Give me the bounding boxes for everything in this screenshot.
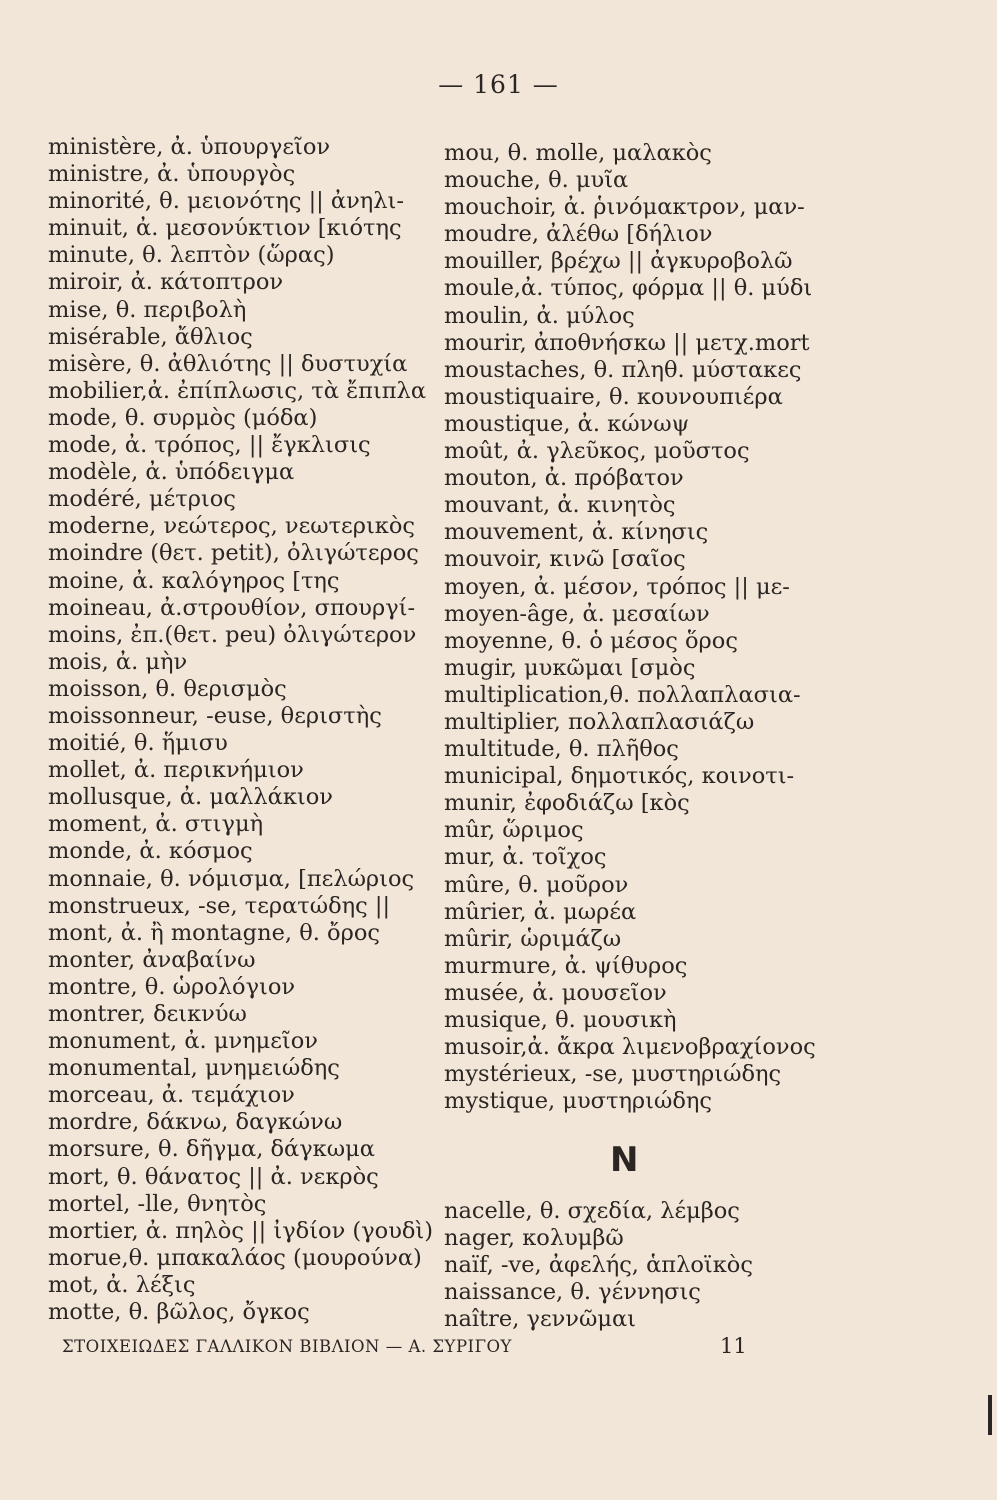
right-column-n-section	[444, 1198, 834, 1333]
dictionary-entry: moût, ἀ. γλεῦκος, μοῦστος	[444, 438, 750, 465]
dictionary-entry: mouvoir, κινῶ [σαῖος	[444, 546, 686, 573]
dictionary-entry: mot, ἀ. λέξις	[48, 1271, 196, 1298]
dictionary-entry: multitude, θ. πλῆθος	[444, 736, 679, 763]
dictionary-entry: mise, θ. περιβολὴ	[48, 296, 247, 323]
dictionary-entry: multiplication,θ. πολλαπλασια-	[444, 681, 801, 708]
footer-signature: ΣΤΟΙΧΕΙΩΔΕΣ ΓΑΛΛΙΚΟΝ ΒΙΒΛΙΟΝ — Α. ΣΥΡΙΓΟΥ	[62, 1337, 512, 1356]
dictionary-entry: mouton, ἀ. πρόβατον	[444, 465, 684, 492]
dictionary-entry: mourir, ἀποθνήσκω || μετχ.mort	[444, 329, 810, 356]
sheet-number: 11	[720, 1334, 747, 1358]
dictionary-entry: mortel, -lle, θνητὸς	[48, 1190, 267, 1217]
dictionary-entry: mou, θ. molle, μαλακὸς	[444, 140, 712, 166]
dictionary-entry: mordre, δάκνω, δαγκώνω	[48, 1109, 343, 1136]
dictionary-entry: montrer, δεικνύω	[48, 1001, 247, 1027]
dictionary-entry: miroir, ἀ. κάτοπτρον	[48, 269, 284, 296]
dictionary-entry: minuit, ἀ. μεσονύκτιον [κιότης	[48, 215, 402, 242]
dictionary-entry: naïf, -ve, ἀφελής, ἁπλοϊκὸς	[444, 1252, 753, 1279]
dictionary-entry: minorité, θ. μειονότης || ἀνηλι-	[48, 188, 404, 215]
dictionary-entry: monnaie, θ. νόμισμα, [πελώριος	[48, 865, 415, 892]
dictionary-entry: musée, ἀ. μουσεῖον	[444, 979, 667, 1006]
dictionary-entry: monde, ἀ. κόσμος	[48, 838, 253, 865]
dictionary-entry: minute, θ. λεπτὸν (ὥρας)	[48, 242, 335, 269]
dictionary-entry: mûr, ὥριμος	[444, 817, 584, 844]
dictionary-entry: moine, ἀ. καλόγηρος [της	[48, 567, 340, 594]
dictionary-entry: mollet, ἀ. περικνήμιον	[48, 757, 304, 784]
dictionary-entry: ministère, ἀ. ὑπουργεῖον	[48, 134, 331, 160]
dictionary-entry: moindre (θετ. petit), ὀλιγώτερος	[48, 540, 419, 567]
dictionary-entry: morsure, θ. δῆγμα, δάγκωμα	[48, 1136, 375, 1163]
section-letter: N	[610, 1140, 639, 1180]
dictionary-entry: nager, κολυμβῶ	[444, 1225, 624, 1252]
dictionary-entry: moustiquaire, θ. κουνουπιέρα	[444, 383, 783, 410]
dictionary-entry: mouvement, ἀ. κίνησις	[444, 519, 709, 546]
dictionary-entry: moudre, ἀλέθω [δήλιον	[444, 221, 713, 248]
dictionary-entry: mortier, ἀ. πηλὸς || ἰγδίον (γουδὶ)	[48, 1217, 434, 1244]
dictionary-entry: moitié, θ. ἥμισυ	[48, 730, 228, 757]
dictionary-entry: mont, ἀ. ἢ montagne, θ. ὄρος	[48, 919, 380, 946]
dictionary-entry: modèle, ἀ. ὑπόδειγμα	[48, 459, 295, 486]
dictionary-entry: musoir,ἀ. ἄκρα λιμενοβραχίονος	[444, 1034, 816, 1061]
dictionary-entry: mouchoir, ἀ. ῥινόμακτρον, μαν-	[444, 194, 805, 221]
dictionary-entry: monumental, μνημειώδης	[48, 1055, 340, 1082]
dictionary-entry: morceau, ἀ. τεμάχιον	[48, 1082, 295, 1109]
page-edge-mark	[988, 1395, 992, 1435]
dictionary-entry: moyen, ἀ. μέσον, τρόπος || με-	[444, 573, 790, 600]
dictionary-entry: moyenne, θ. ὁ μέσος ὅρος	[444, 627, 738, 654]
dictionary-entry: moustaches, θ. πληθ. μύστακες	[444, 356, 802, 383]
dictionary-entry: murmure, ἀ. ψίθυρος	[444, 952, 688, 979]
dictionary-entry: multiplier, πολλαπλασιάζω	[444, 708, 755, 735]
dictionary-entry: modéré, μέτριος	[48, 486, 236, 513]
dictionary-entry: moustique, ἀ. κώνωψ	[444, 410, 690, 437]
dictionary-entry: mûrier, ἀ. μωρέα	[444, 898, 637, 925]
dictionary-entry: mobilier,ἀ. ἐπίπλωσις, τὰ ἔπιπλα	[48, 377, 427, 404]
page-number: — 161 —	[438, 70, 559, 99]
dictionary-entry: misérable, ἄθλιος	[48, 323, 253, 350]
dictionary-entry: musique, θ. μουσικὴ	[444, 1007, 677, 1033]
dictionary-entry: moule,ἀ. τύπος, φόρμα || θ. μύδι	[444, 275, 813, 302]
dictionary-entry: monstrueux, -se, τερατώδης ||	[48, 892, 391, 919]
dictionary-entry: mouiller, βρέχω || ἀγκυροβολῶ	[444, 248, 793, 275]
dictionary-entry: munir, ἐφοδιάζω [κὸς	[444, 790, 690, 817]
dictionary-entry: mort, θ. θάνατος || ἀ. νεκρὸς	[48, 1163, 379, 1190]
dictionary-entry: misère, θ. ἀθλιότης || δυστυχία	[48, 350, 408, 377]
dictionary-entry: naissance, θ. γέννησις	[444, 1279, 701, 1306]
dictionary-entry: moineau, ἀ.στρουθίον, σπουργί-	[48, 594, 416, 621]
dictionary-entry: monter, ἀναβαίνω	[48, 946, 256, 973]
dictionary-entry: monument, ἀ. μνημεῖον	[48, 1028, 318, 1055]
dictionary-entry: municipal, δημοτικός, κοινοτι-	[444, 763, 795, 790]
dictionary-entry: mystique, μυστηριώδης	[444, 1088, 712, 1115]
dictionary-entry: mouvant, ἀ. κινητὸς	[444, 492, 676, 519]
dictionary-entry: moment, ἀ. στιγμὴ	[48, 811, 264, 838]
dictionary-entry: mystérieux, -se, μυστηριώδης	[444, 1061, 782, 1088]
left-column	[48, 134, 443, 1326]
dictionary-entry: mugir, μυκῶμαι [σμὸς	[444, 654, 696, 681]
dictionary-entry: moderne, νεώτερος, νεωτερικὸς	[48, 513, 415, 540]
dictionary-entry: nacelle, θ. σχεδία, λέμβος	[444, 1198, 740, 1224]
dictionary-entry: moissonneur, -euse, θεριστὴς	[48, 702, 382, 729]
dictionary-entry: mois, ἀ. μὴν	[48, 648, 188, 675]
dictionary-entry: mode, θ. συρμὸς (μόδα)	[48, 404, 318, 431]
dictionary-entry: moisson, θ. θερισμὸς	[48, 675, 287, 702]
dictionary-entry: moins, ἐπ.(θετ. peu) ὀλιγώτερον	[48, 621, 417, 648]
dictionary-entry: mûrir, ὡριμάζω	[444, 925, 622, 952]
dictionary-entry: mode, ἀ. τρόπος, || ἔγκλισις	[48, 432, 371, 459]
dictionary-entry: moyen-âge, ἀ. μεσαίων	[444, 600, 710, 627]
dictionary-entry: mouche, θ. μυῖα	[444, 167, 629, 194]
dictionary-entry: morue,θ. μπακαλάος (μουρούνα)	[48, 1244, 422, 1271]
right-column	[444, 140, 834, 1115]
dictionary-entry: motte, θ. βῶλος, ὄγκος	[48, 1299, 310, 1326]
dictionary-entry: naître, γεννῶμαι	[444, 1306, 636, 1333]
dictionary-entry: mûre, θ. μοῦρον	[444, 871, 629, 898]
dictionary-entry: mur, ἀ. τοῖχος	[444, 844, 607, 871]
dictionary-entry: mollusque, ἀ. μαλλάκιον	[48, 784, 333, 811]
dictionary-entry: ministre, ἀ. ὑπουργὸς	[48, 161, 296, 188]
dictionary-entry: moulin, ἀ. μύλος	[444, 302, 635, 329]
dictionary-entry: montre, θ. ὡρολόγιον	[48, 973, 296, 1000]
